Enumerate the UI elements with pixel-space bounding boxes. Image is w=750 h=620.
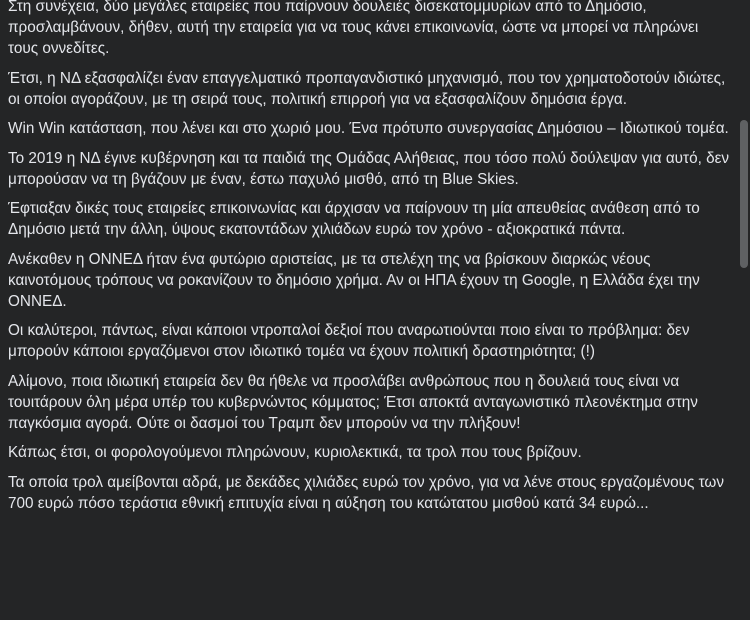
post-paragraph: Τα οποία τρολ αμείβονται αδρά, με δεκάδες χιλιάδες ευρώ τον χρόνο, για να λένε στους εργαζομένους των 700 ευρώ πόσο τεράστια εθνική επιτυχία είναι η αύξηση του κατώτατου μισθού κατά 34 ευρώ...	[8, 473, 725, 512]
post-paragraph: Έφτιαξαν δικές τους εταιρείες επικοινωνίας και άρχισαν να παίρνουν τη μία απευθείας ανάθεση από το Δημόσιο μετά την άλλη, ύψους εκατοντάδων χιλιάδων ευρώ τον χρόνο - αξιοκρατικά πάντα.	[8, 200, 700, 238]
post-paragraph: Οι καλύτεροι, πάντως, είναι κάποιοι ντροπαλοί δεξιοί που αναρωτιούνται ποιο είναι το πρόβλημα: δεν μπορούν κάποιοι εργαζόμενοι στον ιδιωτικό τομέα να έχουν πολιτική δραστηριότητα; (!)	[8, 322, 690, 360]
post-paragraph: Έτσι, η ΝΔ εξασφαλίζει έναν επαγγελματικό προπαγανδιστικό μηχανισμό, που τον χρηματοδοτούν ιδιώτες, οι οποίοι αγοράζουν, με τη σειρά τους, πολιτική επιρροή για να εξασφαλίζουν δημόσια έργα.	[8, 69, 726, 108]
post-paragraph: Στη συνέχεια, δύο μεγάλες εταιρείες που παίρνουν δουλειές δισεκατομμυρίων από το Δημόσιο, προσλαμβάνουν, δήθεν, αυτή την εταιρεία για να τους κάνει επικοινωνία, ώστε να μπορεί να πληρώνει τους οννεδίτες.	[8, 0, 699, 57]
scrollbar-thumb[interactable]	[740, 120, 748, 268]
post-paragraph: Το 2019 η ΝΔ έγινε κυβέρνηση και τα παιδιά της Ομάδας Αλήθειας, που τόσο πολύ δούλεψαν για αυτό, δεν μπορούσαν να τη βγάζουν με έναν, έστω παχυλό μισθό, από τη Blue Skies.	[8, 149, 730, 188]
post-paragraph: Win Win κατάσταση, που λένει και στο χωριό μου. Ένα πρότυπο συνεργασίας Δημόσιου – Ιδιωτικού τομέα.	[8, 120, 729, 137]
post-paragraph: Αλίμονο, ποια ιδιωτική εταιρεία δεν θα ήθελε να προσλάβει ανθρώπους που η δουλειά τους είναι να τουιτάρουν όλη μέρα υπέρ του κυβερνώντος κόμματος; Έτσι αποκτά ανταγωνιστικό πλεονέκτημα στην παγκόσμια αγορά. Ούτε οι δασμοί του Τραμπ δεν μπορούν να την πλήξουν!	[8, 372, 698, 432]
post-text	[8, 0, 730, 514]
post-paragraph: Κάπως έτσι, οι φορολογούμενοι πληρώνουν, κυριολεκτικά, τα τρολ που τους βρίζουν.	[8, 444, 582, 461]
post-paragraph: Ανέκαθεν η ΟΝΝΕΔ ήταν ένα φυτώριο αριστείας, με τα στελέχη της να βρίσκουν διαρκώς νέους καινοτόμους τρόπους να ροκανίζουν το δημόσιο χρήμα. Αν οι ΗΠΑ έχουν τη Google, η Ελλάδα έχει την ΟΝΝΕΔ.	[8, 250, 700, 310]
vertical-scrollbar[interactable]	[740, 0, 748, 620]
